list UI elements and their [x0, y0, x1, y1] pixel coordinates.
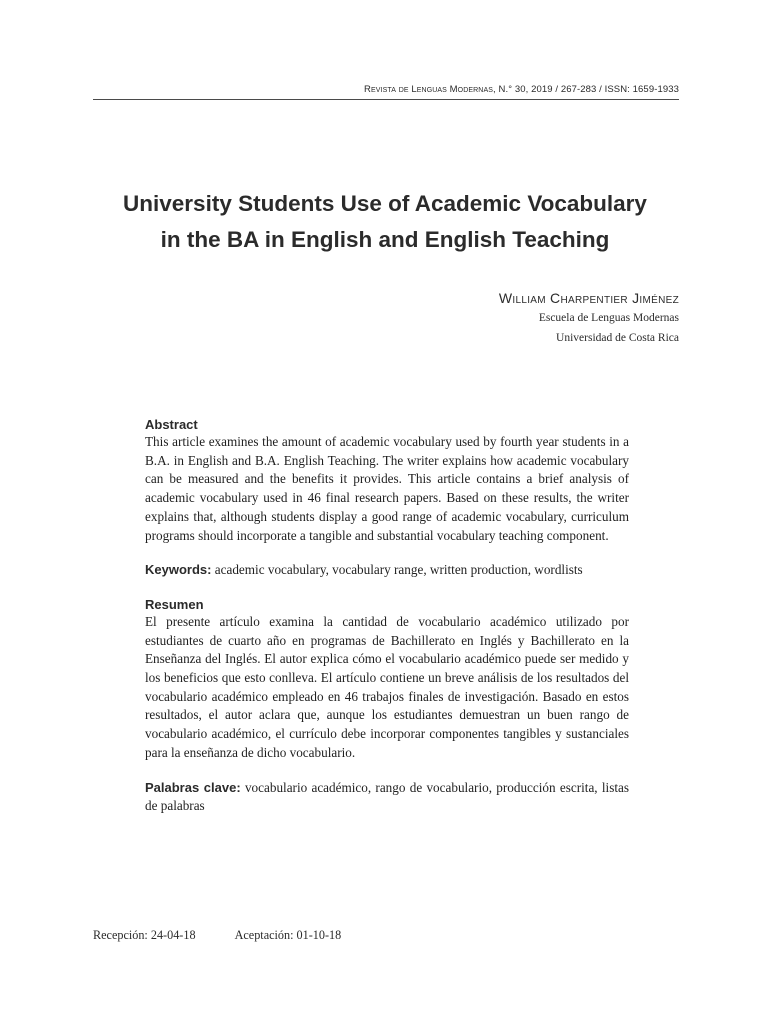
- keywords: [145, 561, 629, 580]
- abstract-area: [145, 416, 629, 816]
- author-name: William Charpentier Jiménez: [498, 290, 679, 306]
- submission-dates: [93, 928, 341, 943]
- abstract-heading: Abstract: [145, 417, 198, 432]
- resumen-heading: Resumen: [145, 596, 204, 612]
- running-head: [93, 84, 679, 95]
- author-affiliation-school: Escuela de Lenguas Modernas: [538, 312, 679, 324]
- issue-info: , N.° 30, 2019 / 267-283 / ISSN: 1659-1933: [493, 84, 679, 95]
- title-line-1: University Students Use of Academic Vocabulary: [123, 191, 647, 216]
- author-affiliation-university: Universidad de Costa Rica: [556, 332, 679, 344]
- keywords-text: academic vocabulary, vocabulary range, written production, wordlists: [211, 562, 583, 578]
- author-block: [499, 288, 679, 348]
- accepted-date: Aceptación: 01-10-18: [234, 928, 342, 942]
- article-title: [70, 186, 700, 258]
- header-rule: [93, 99, 679, 100]
- resumen-text: El presente artículo examina la cantidad de vocabulario académico utilizado por estudiantes de cuarto año en programas de Bachillerato en Inglés y Bachillerato en la Enseñanza del Inglés. El autor explica cómo el vocabulario académico puede ser medido y los beneficios que esto conlleva. El artículo contiene un breve análisis de los resultados del vocabulario académico empleado en 46 trabajos finales de investigación. Basado en estos resultados, el autor aclara que, aunque los estudiantes demuestran un buen rango de vocabulario académico, el currículo debe incorporar componentes tangibles y sustanciales para la enseñanza de dicho vocabulario.: [145, 613, 629, 760]
- abstract-text: This article examines the amount of academic vocabulary used by fourth year students in a B.A. in English and B.A. English Teaching. The writer explains how academic vocabulary can be measured and the benefits it provides. This article contains a brief analysis of academic vocabulary used in 46 final research papers. Based on these results, the writer explains that, although students display a good range of academic vocabulary, curriculum programs should incorporate a tangible and substantial vocabulary teaching component.: [145, 434, 629, 543]
- keywords-label: Keywords:: [145, 562, 212, 578]
- palabras-clave: [145, 779, 629, 816]
- journal-name: Revista de Lenguas Modernas: [364, 84, 494, 95]
- palabras-clave-label: Palabras clave:: [145, 779, 241, 795]
- title-line-2: in the BA in English and English Teaching: [160, 227, 610, 252]
- palabras-clave-text: vocabulario académico, rango de vocabulario, producción escrita, listas de palabras: [145, 779, 629, 814]
- received-date: Recepción: 24-04-18: [93, 928, 196, 942]
